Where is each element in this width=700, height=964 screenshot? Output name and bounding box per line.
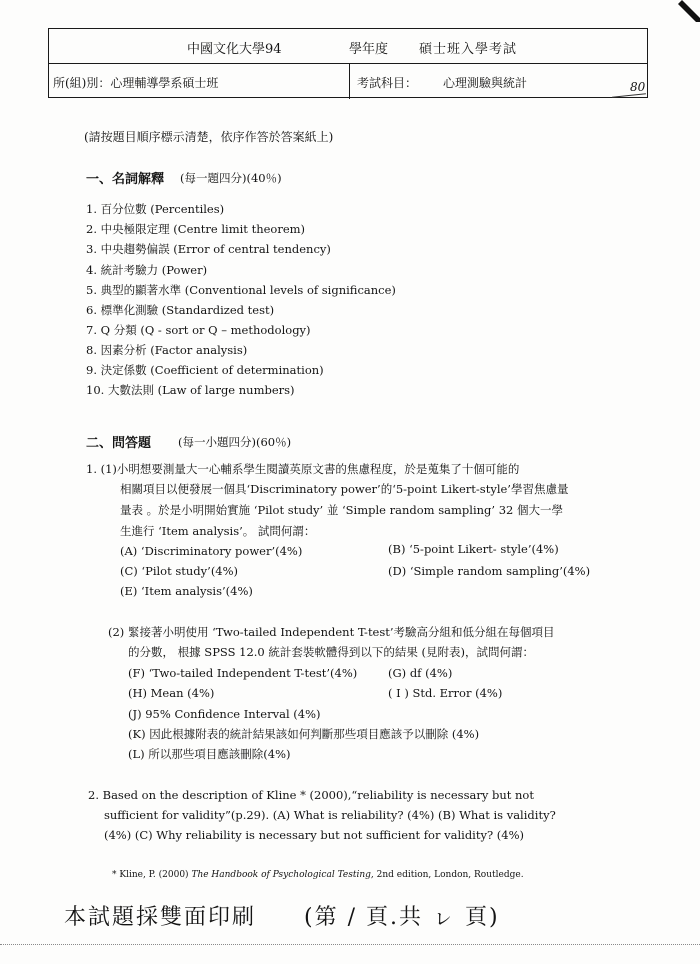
header-row-title bbox=[49, 29, 647, 64]
list-item: 7. Q 分類 (Q - sort or Q – methodology) bbox=[86, 323, 311, 337]
question-1-2-line: (2) 緊接著小明使用 ‘Two-tailed Independent T-test’考驗高分組和低分組在每個項目 bbox=[108, 625, 555, 639]
list-item: 1. 百分位數 (Percentiles) bbox=[86, 202, 225, 216]
option-i: ( I ) Std. Error (4%) bbox=[388, 686, 503, 700]
question-1-line: 生進行 ‘Item analysis’。 試問何謂： bbox=[120, 524, 316, 538]
section2-note: (每一小題四分)(60％) bbox=[178, 435, 292, 449]
list-item: 3. 中央趨勢偏誤 (Error of central tendency) bbox=[86, 242, 331, 256]
option-f: (F) ‘Two-tailed Independent T-test’(4%) bbox=[128, 666, 358, 680]
option-d: (D) ‘Simple random sampling’(4%) bbox=[388, 564, 591, 578]
corner-fold-mark bbox=[678, 0, 700, 22]
question-1-line: 1. (1)小明想要測量大一心輔系學生閱讀英原文書的焦慮程度，於是蒐集了十個可能的 bbox=[86, 462, 520, 476]
option-l: (L) 所以那些項目應該刪除(4%) bbox=[128, 747, 291, 761]
list-item: 10. 大數法則 (Law of large numbers) bbox=[86, 383, 295, 397]
section1-note: (每一題四分)(40％) bbox=[180, 171, 282, 185]
header-row-details bbox=[49, 64, 647, 99]
instruction-text: (請按題目順序標示清楚，依序作答於答案紙上) bbox=[84, 130, 334, 144]
list-item: 4. 統計考驗力 (Power) bbox=[86, 263, 208, 277]
footnote-title: The Handbook of Psychological Testing bbox=[191, 870, 371, 880]
footnote-suffix: , 2nd edition, London, Routledge. bbox=[370, 870, 524, 880]
score-mark: 80 bbox=[630, 80, 646, 94]
academic-year-label: 學年度 bbox=[349, 42, 389, 57]
scan-dotted-edge bbox=[0, 944, 700, 951]
question-1-line: 相關項目以便發展一個具‘Discriminatory power’的‘5-point Likert-style’學習焦慮量 bbox=[120, 482, 569, 496]
footer-print-note: 本試題採雙面印刷 (第 / 頁.共 ㇾ 頁) bbox=[64, 905, 500, 930]
question-2-line: sufficient for validity”(p.29). (A) What is reliability? (4%) (B) What is validity? bbox=[104, 808, 556, 822]
subject-label: 考試科目： bbox=[357, 76, 418, 90]
list-item: 9. 決定係數 (Coefficient of determination) bbox=[86, 363, 324, 377]
footnote-prefix: * Kline, P. (2000) bbox=[112, 870, 192, 880]
question-2-line: 2. Based on the description of Kline * (2000),“reliability is necessary but not bbox=[88, 788, 534, 802]
list-item: 8. 因素分析 (Factor analysis) bbox=[86, 343, 248, 357]
subject-value: 心理測驗與統計 bbox=[443, 76, 528, 90]
question-2-line: (4%) (C) Why reliability is necessary but not sufficient for validity? (4%) bbox=[104, 828, 525, 842]
list-item: 2. 中央極限定理 (Centre limit theorem) bbox=[86, 222, 306, 236]
option-c: (C) ‘Pilot study’(4%) bbox=[120, 564, 239, 578]
list-item: 5. 典型的顯著水準 (Conventional levels of significance) bbox=[86, 283, 396, 297]
question-1-2-line: 的分數， 根據 SPSS 12.0 統計套裝軟體得到以下的結果 (見附表)，試問何謂： bbox=[128, 645, 535, 659]
question-1-line: 量表 。於是小明開始實施 ‘Pilot study’ 並 ‘Simple random sampling’ 32 個大一學 bbox=[120, 503, 563, 517]
department-label: 所(組)別：心理輔導學系碩士班 bbox=[53, 76, 219, 90]
option-e: (E) ‘Item analysis’(4%) bbox=[120, 584, 253, 598]
footnote bbox=[112, 870, 524, 880]
section2-title: 二、問答題 bbox=[86, 436, 152, 451]
option-g: (G) df (4%) bbox=[388, 666, 453, 680]
section1-title: 一、名詞解釋 bbox=[86, 172, 165, 187]
exam-title: 碩士班入學考試 bbox=[419, 42, 518, 57]
option-h: (H) Mean (4%) bbox=[128, 686, 215, 700]
header-divider bbox=[349, 64, 350, 99]
option-b: (B) ‘5-point Likert- style’(4%) bbox=[388, 542, 559, 556]
list-item: 6. 標準化測驗 (Standardized test) bbox=[86, 303, 275, 317]
header-table bbox=[48, 28, 648, 98]
university-year: 中國文化大學94 bbox=[187, 42, 282, 57]
option-a: (A) ‘Discriminatory power’(4%) bbox=[120, 544, 303, 558]
option-k: (K) 因此根據附表的統計結果該如何判斷那些項目應該予以刪除 (4%) bbox=[128, 727, 480, 741]
option-j: (J) 95% Confidence Interval (4%) bbox=[128, 707, 321, 721]
